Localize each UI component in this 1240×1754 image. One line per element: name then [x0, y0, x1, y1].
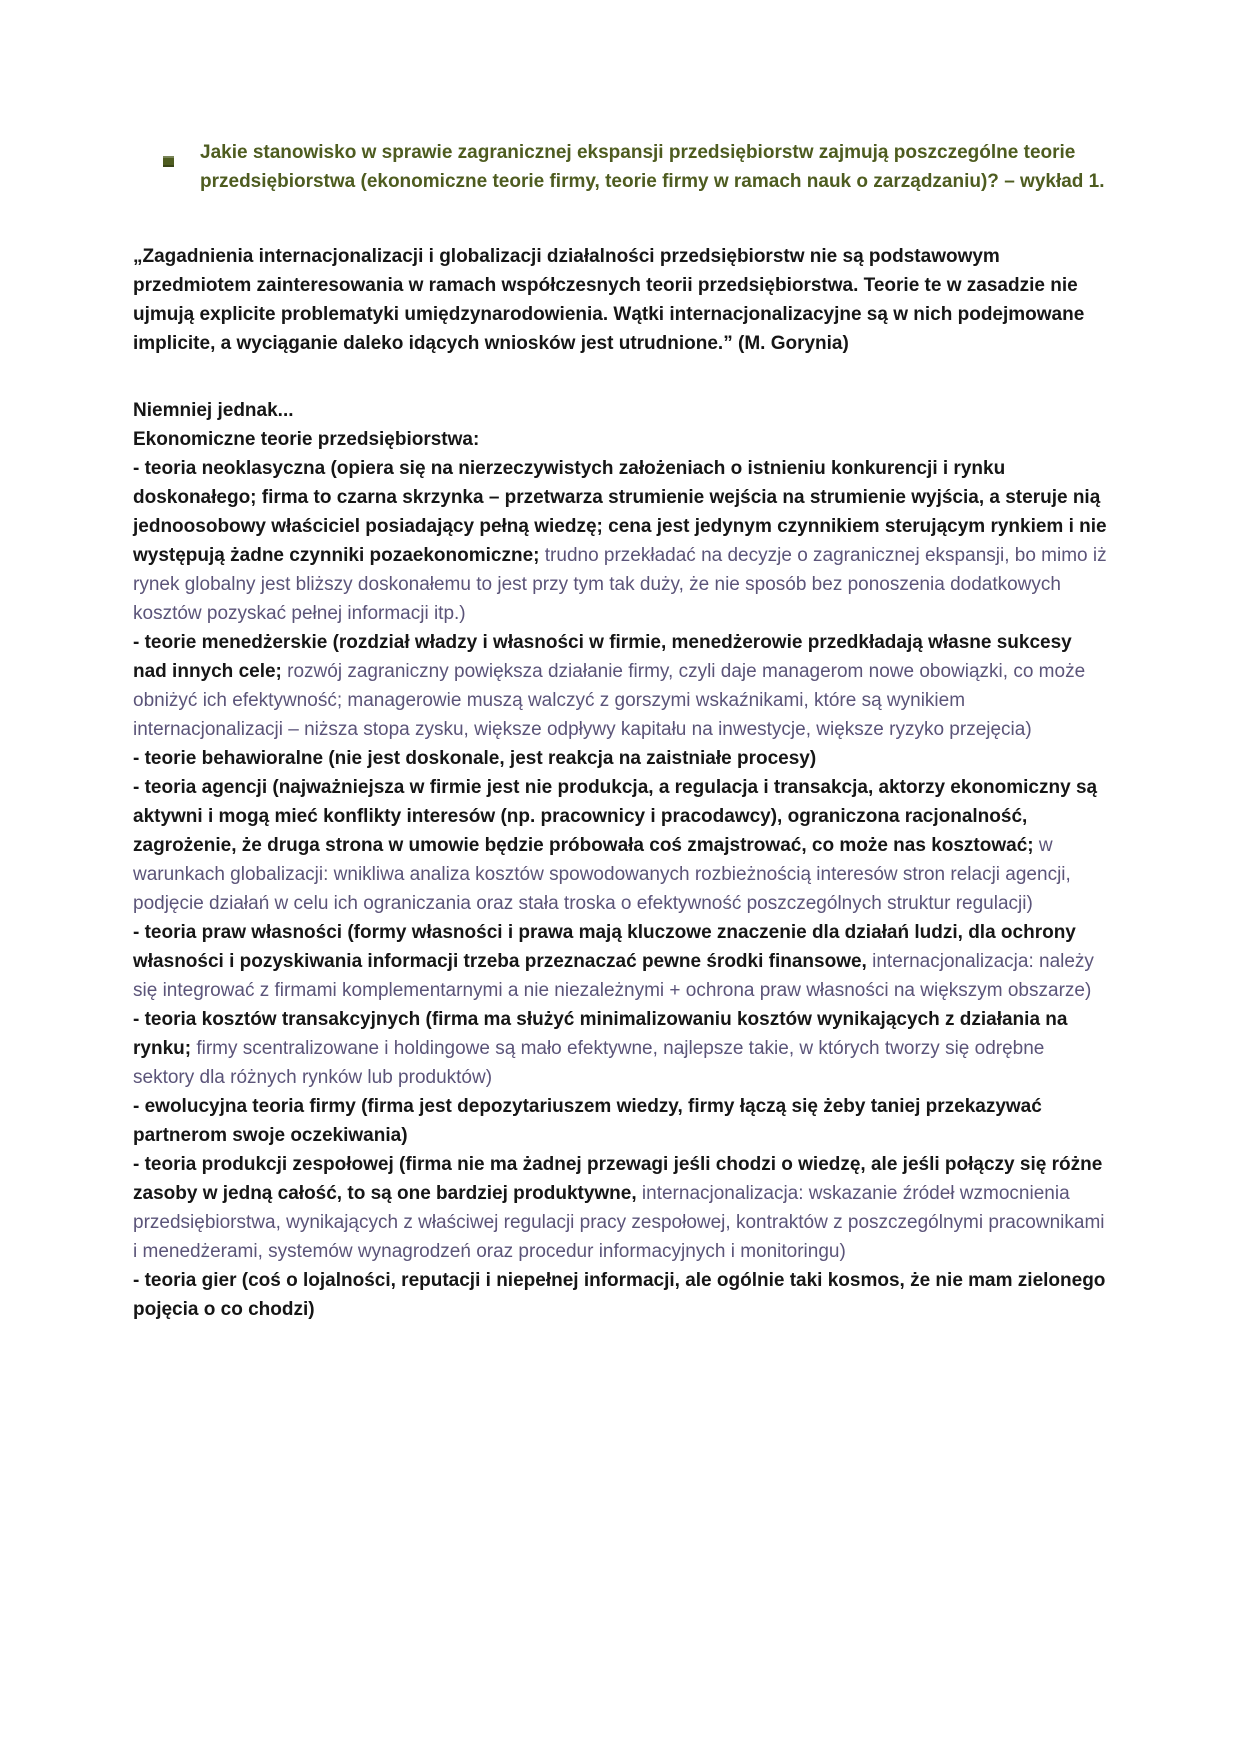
theory-item	[133, 1005, 1110, 1092]
notes-intro-line: Niemniej jednak...	[133, 400, 294, 421]
theory-item	[133, 744, 1110, 773]
theory-item	[133, 1266, 1110, 1324]
theory-text-annotation: internacjonalizacja: należy się integrować z firmami komplementarnymi a nie niezależnymi + ochrona praw własności na większym obszarze)	[133, 951, 1094, 1001]
theory-text-main: - teoria gier (coś o lojalności, reputacji i niepełnej informacji, ale ogólnie taki kosmos, że nie mam zielonego pojęcia o co chodzi)	[133, 1270, 1106, 1320]
theory-text-main: - teoria kosztów transakcyjnych (firma ma służyć minimalizowaniu kosztów wynikających z działania na rynku;	[133, 1009, 1068, 1059]
theory-text-main: - teoria praw własności (formy własności i prawa mają kluczowe znaczenie dla działań ludzi, dla ochrony własności i pozyskiwania informacji trzeba przeznaczać pewne środki finansowe,	[133, 922, 1076, 972]
theory-text-main: - teoria agencji (najważniejsza w firmie jest nie produkcja, a regulacja i transakcja, aktorzy ekonomiczny są aktywni i mogą mieć konflikty interesów (np. pracownicy i pracodawcy), ograniczona racjonalność, zagrożenie, że druga strona w umowie będzie próbowała coś zmajstrować, co może nas kosztować;	[133, 777, 1098, 856]
theory-item	[133, 454, 1110, 628]
theory-item	[133, 773, 1110, 918]
theory-text-main: - teorie behawioralne (nie jest doskonale, jest reakcja na zaistniałe procesy)	[133, 748, 817, 769]
quote-paragraph: „Zagadnienia internacjonalizacji i globalizacji działalności przedsiębiorstw nie są podstawowym przedmiotem zainteresowania w ramach współczesnych teorii przedsiębiorstwa. Teorie te w zasadzie nie ujmują explicite problematyki umiędzynarodowienia. Wątki internacjonalizacyjne są w nich podejmowane implicite, a wyciąganie daleko idących wniosków jest utrudnione.” (M. Gorynia)	[133, 246, 1085, 354]
theory-text-annotation: trudno przekładać na decyzje o zagranicznej ekspansji, bo mimo iż rynek globalny jest bliższy doskonałemu to jest przy tym tak duży, że nie sposób bez ponoszenia dodatkowych kosztów pozyskać pełnej informacji itp.)	[133, 545, 1107, 624]
notes-heading: Ekonomiczne teorie przedsiębiorstwa:	[133, 429, 480, 450]
notes-block	[133, 396, 1110, 1324]
theory-text-main: - teorie menedżerskie (rozdział władzy i własności w firmie, menedżerowie przedkładają własne sukcesy nad innych cele;	[133, 632, 1072, 682]
theory-item	[133, 628, 1110, 744]
theory-item	[133, 1092, 1110, 1150]
bullet-list-item	[133, 138, 1110, 196]
theory-text-annotation: w warunkach globalizacji: wnikliwa analiza kosztów spowodowanych rozbieżnością interesów stron relacji agencji, podjęcie działań w celu ich ograniczania oraz stała troska o efektywność poszczególnych struktur regulacji)	[133, 835, 1071, 914]
bullet-item-text: Jakie stanowisko w sprawie zagranicznej ekspansji przedsiębiorstw zajmują poszczególne teorie przedsiębiorstwa (ekonomiczne teorie firmy, teorie firmy w ramach nauk o zarządzaniu)? – wykład 1.	[200, 142, 1105, 192]
theory-item	[133, 1150, 1110, 1266]
theory-item	[133, 918, 1110, 1005]
theory-text-annotation: internacjonalizacja: wskazanie źródeł wzmocnienia przedsiębiorstwa, wynikających z właściwej regulacji pracy zespołowej, kontraktów z poszczególnymi pracownikami i menedżerami, systemów wynagrodzeń oraz procedur informacyjnych i monitoringu)	[133, 1183, 1105, 1262]
square-bullet-icon	[163, 138, 200, 196]
theory-text-main: - teoria neoklasyczna (opiera się na nierzeczywistych założeniach o istnieniu konkurencji i rynku doskonałego; firma to czarna skrzynka – przetwarza strumienie wejścia na strumienie wyjścia, a steruje nią jednoosobowy właściciel posiadający pełną wiedzę; cena jest jedynym czynnikiem sterującym rynkiem i nie występują żadne czynniki pozaekonomiczne;	[133, 458, 1107, 566]
theory-text-annotation: rozwój zagraniczny powiększa działanie firmy, czyli daje managerom nowe obowiązki, co może obniżyć ich efektywność; managerowie muszą walczyć z gorszymi wskaźnikami, które są wynikiem internacjonalizacji – niższa stopa zysku, większe odpływy kapitału na inwestycje, większe ryzyko przejęcia)	[133, 661, 1086, 740]
theory-text-main: - ewolucyjna teoria firmy (firma jest depozytariuszem wiedzy, firmy łączą się żeby taniej przekazywać partnerom swoje oczekiwania)	[133, 1096, 1042, 1146]
theory-text-annotation: firmy scentralizowane i holdingowe są mało efektywne, najlepsze takie, w których tworzy się odrębne sektory dla różnych rynków lub produktów)	[133, 1038, 1045, 1088]
theory-text-main: - teoria produkcji zespołowej (firma nie ma żadnej przewagi jeśli chodzi o wiedzę, ale jeśli połączy się różne zasoby w jedną całość, to są one bardziej produktywne,	[133, 1154, 1103, 1204]
